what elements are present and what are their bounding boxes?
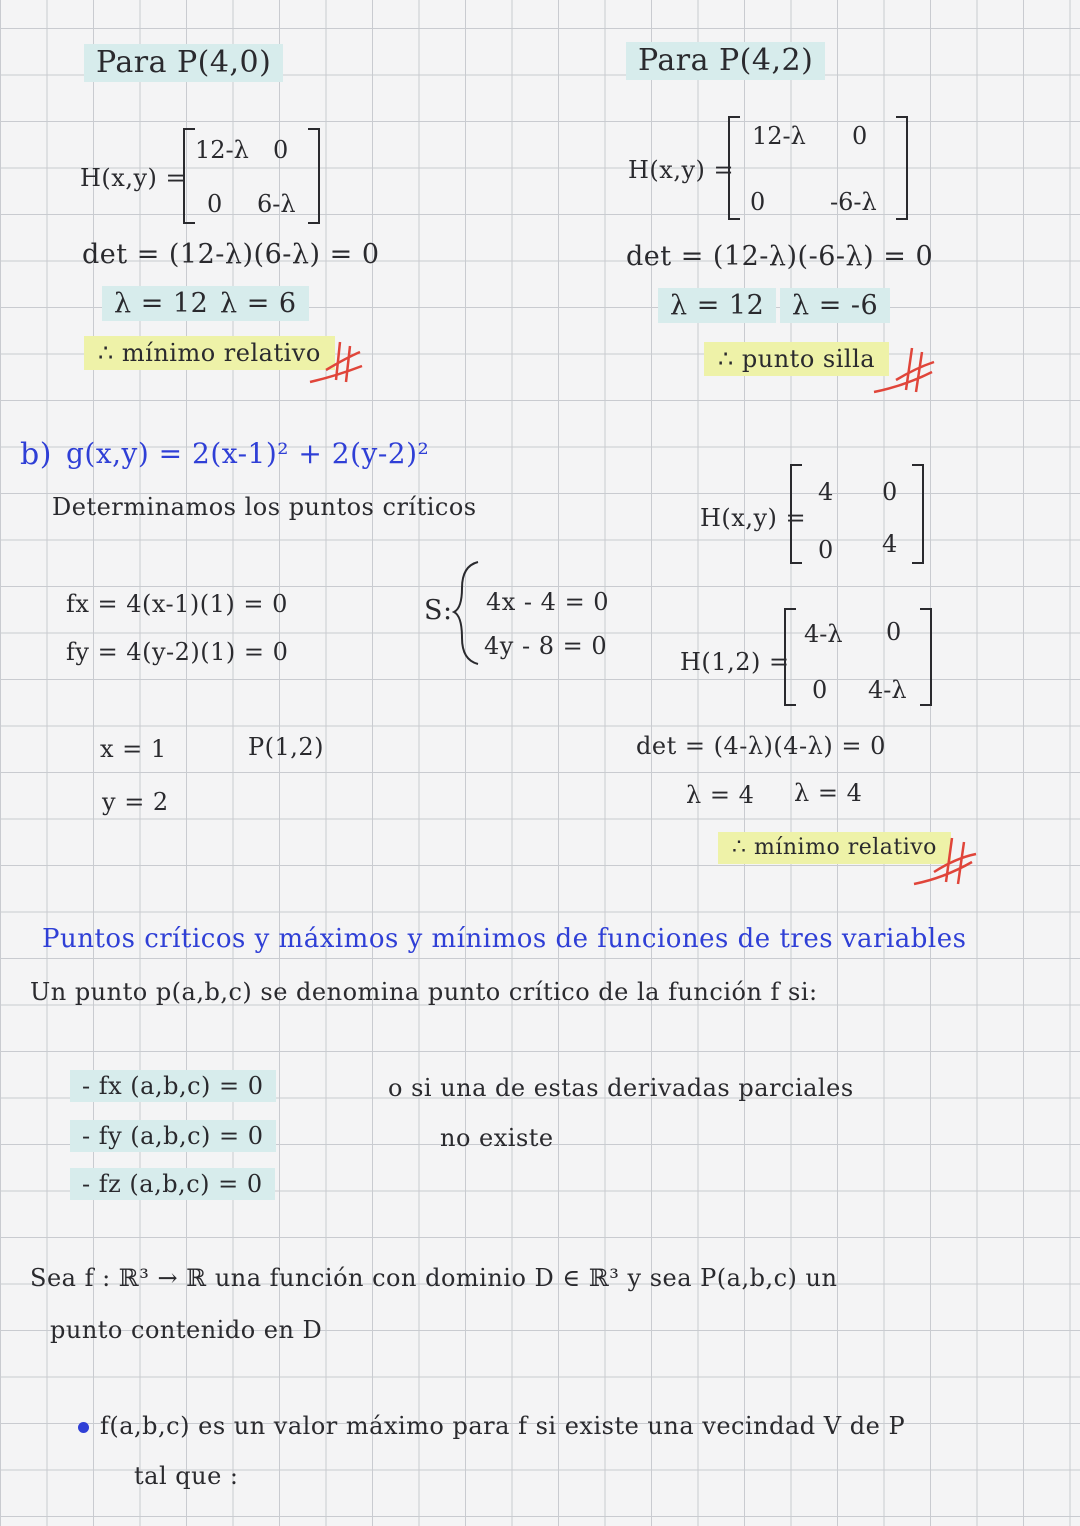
- matrix-cell: 0: [886, 618, 902, 646]
- part-b-conclusion: ∴ mínimo relativo: [718, 832, 951, 864]
- x-value: x = 1: [100, 735, 167, 763]
- matrix-cell: 4: [818, 478, 834, 506]
- condition-fx: - fx (a,b,c) = 0: [70, 1070, 276, 1102]
- left-determinant: det = (12-λ)(6-λ) = 0: [82, 239, 380, 270]
- part-b-hessian-label: H(x,y) =: [700, 504, 807, 532]
- final-answer-mark-icon: [870, 344, 940, 396]
- matrix-cell: 0: [273, 136, 289, 164]
- right-lambda-2: λ = -6: [780, 288, 890, 323]
- right-lambda-1: λ = 12: [658, 288, 776, 323]
- matrix-cell: 0: [750, 188, 766, 216]
- matrix-cell: 0: [852, 122, 868, 150]
- bullet-icon: [78, 1422, 89, 1433]
- part-b-lambda-1: λ = 4: [686, 781, 755, 809]
- right-hessian-matrix: [728, 116, 908, 220]
- matrix-cell: 0: [812, 676, 828, 704]
- left-lambda-1: λ = 12: [102, 286, 220, 321]
- section-title: Puntos críticos y máximos y mínimos de funciones de tres variables: [42, 924, 967, 954]
- system-label: S:: [424, 595, 453, 626]
- nonexistence-condition-line-1: o si una de estas derivadas parciales: [388, 1074, 854, 1102]
- matrix-cell: 12-λ: [195, 136, 249, 164]
- left-conclusion: ∴ mínimo relativo: [84, 336, 335, 370]
- part-b-hessian-matrix: [790, 464, 924, 564]
- maximum-definition-line-2: tal que :: [134, 1462, 239, 1490]
- final-answer-mark-icon: [910, 834, 980, 888]
- system-equation-1: 4x - 4 = 0: [486, 588, 610, 616]
- matrix-cell: 4-λ: [804, 620, 843, 648]
- part-b-function: g(x,y) = 2(x-1)² + 2(y-2)²: [66, 437, 430, 470]
- matrix-cell: 12-λ: [752, 122, 806, 150]
- right-hessian-label: H(x,y) =: [628, 156, 735, 184]
- matrix-cell: 0: [882, 478, 898, 506]
- part-b-determinant: det = (4-λ)(4-λ) = 0: [636, 732, 886, 760]
- part-b-lambda-2: λ = 4: [794, 779, 863, 807]
- y-value: y = 2: [102, 788, 169, 816]
- brace-icon: [452, 558, 482, 668]
- condition-fy: - fy (a,b,c) = 0: [70, 1120, 276, 1152]
- system-equation-2: 4y - 8 = 0: [484, 632, 608, 660]
- partial-fy: fy = 4(y-2)(1) = 0: [66, 638, 289, 666]
- right-title: Para P(4,2): [626, 42, 825, 80]
- condition-fz: - fz (a,b,c) = 0: [70, 1168, 275, 1200]
- matrix-cell: 4-λ: [868, 676, 907, 704]
- matrix-cell: 6-λ: [257, 190, 296, 218]
- part-b-hessian-point-label: H(1,2) =: [680, 648, 790, 676]
- matrix-cell: 4: [882, 530, 898, 558]
- function-domain-line-1: Sea f : ℝ³ → ℝ una función con dominio D ∈ ℝ³ y sea P(a,b,c) un: [30, 1264, 838, 1292]
- partial-fx: fx = 4(x-1)(1) = 0: [66, 590, 288, 618]
- part-b-hessian-point-matrix: [784, 608, 932, 706]
- part-b-intro: Determinamos los puntos críticos: [52, 493, 477, 521]
- left-hessian-label: H(x,y) =: [80, 164, 187, 192]
- critical-point: P(1,2): [248, 733, 325, 761]
- matrix-cell: 0: [818, 536, 834, 564]
- maximum-definition-line-1: f(a,b,c) es un valor máximo para f si existe una vecindad V de P: [100, 1412, 906, 1440]
- left-hessian-matrix: [183, 128, 320, 224]
- critical-point-definition: Un punto p(a,b,c) se denomina punto crítico de la función f si:: [30, 978, 818, 1006]
- matrix-cell: -6-λ: [830, 188, 877, 216]
- left-lambda-2: λ = 6: [208, 286, 309, 321]
- left-title: Para P(4,0): [84, 44, 283, 82]
- right-conclusion: ∴ punto silla: [704, 342, 889, 376]
- right-determinant: det = (12-λ)(-6-λ) = 0: [626, 241, 934, 272]
- part-b-label: b): [20, 437, 52, 472]
- nonexistence-condition-line-2: no existe: [440, 1124, 554, 1152]
- function-domain-line-2: punto contenido en D: [50, 1316, 323, 1344]
- final-answer-mark-icon: [306, 336, 366, 388]
- matrix-cell: 0: [207, 190, 223, 218]
